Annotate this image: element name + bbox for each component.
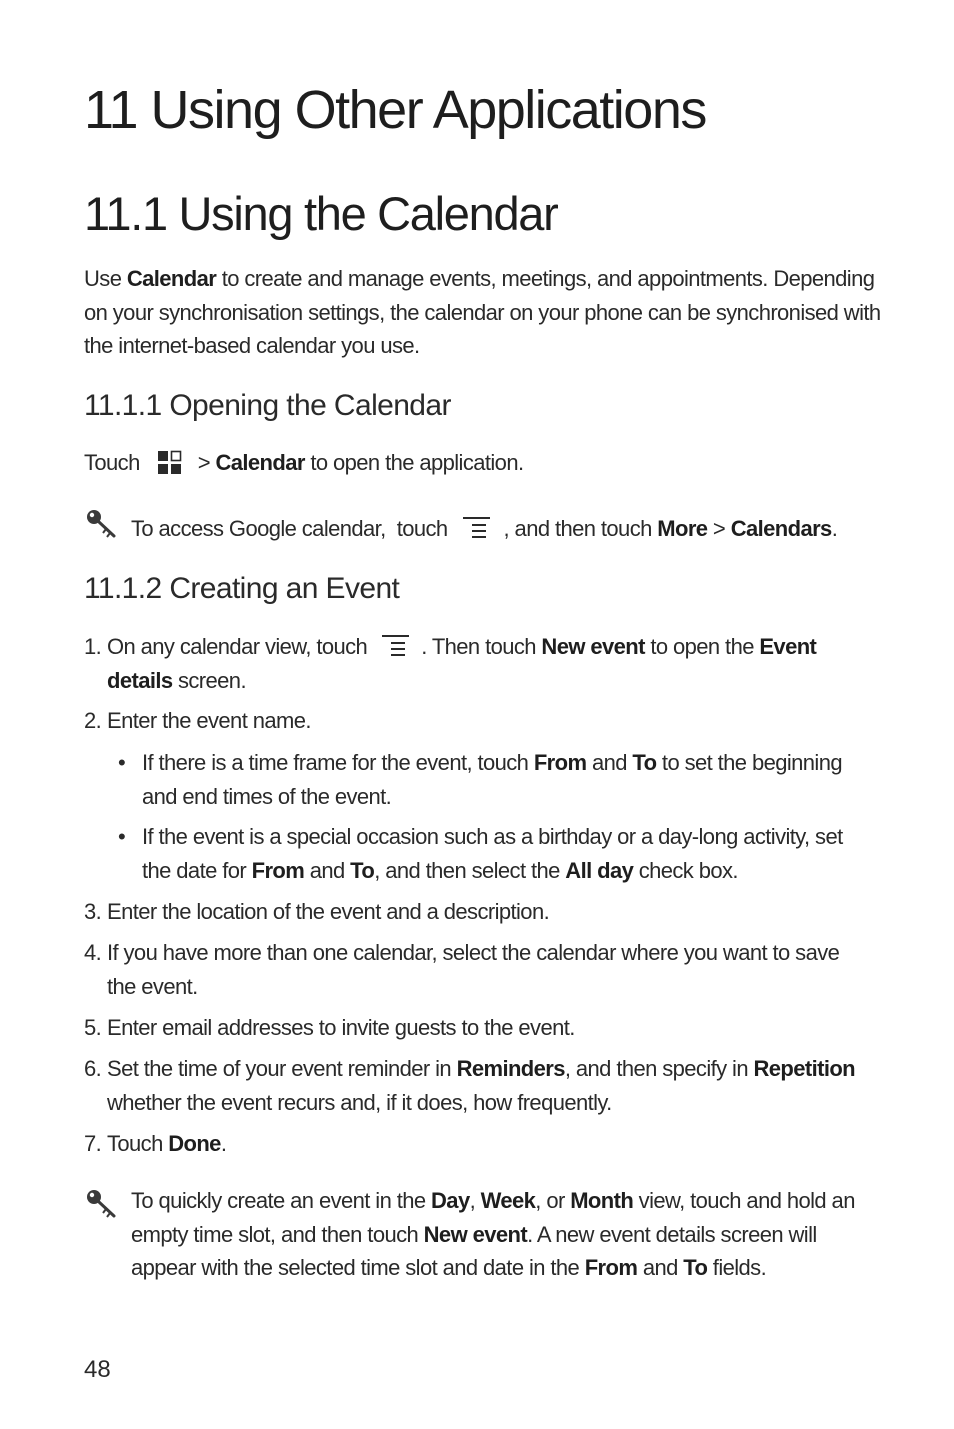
section-title: 11.1 Using the Calendar: [84, 187, 558, 240]
bullet-item: • If there is a time frame for the event, touch From and To to set the beginning and end times of the event.: [118, 750, 842, 809]
tip-google-calendar: To access Google calendar, touch , and then touch More > Calendars .: [131, 516, 838, 541]
page-number: 48: [84, 1356, 111, 1383]
tip-icon: [84, 507, 120, 541]
bullet-item: • If the event is a special occasion such as a birthday or a day-long activity, set the date for From and To, and then select the All day check box.: [118, 824, 843, 883]
tip-quick-event: To quickly create an event in the Day, Week, or Month view, touch and hold an empty time slot, and then touch New event. A new event details screen will appear with the selected time slot and date in the From and To fields.: [131, 1188, 855, 1280]
chapter-title: 11 Using Other Applications: [84, 80, 706, 140]
tip-icon: [84, 1187, 120, 1221]
subsection-title-opening: 11.1.1 Opening the Calendar: [84, 389, 451, 422]
app-launcher-icon: [156, 449, 184, 477]
menu-icon: [381, 634, 411, 660]
menu-icon: [462, 516, 492, 542]
intro-paragraph: Use Calendar to create and manage events, meetings, and appointments. Depending on your synchronisation settings, the calendar on your phone can be synchronised with the internet-based calendar you use.: [84, 266, 881, 358]
opening-instruction: Touch > Calendar to open the application.: [84, 450, 524, 475]
subsection-title-creating: 11.1.2 Creating an Event: [84, 572, 400, 605]
list-item: 1. On any calendar view, touch . Then touch New event to open the Event details screen.: [84, 634, 817, 693]
